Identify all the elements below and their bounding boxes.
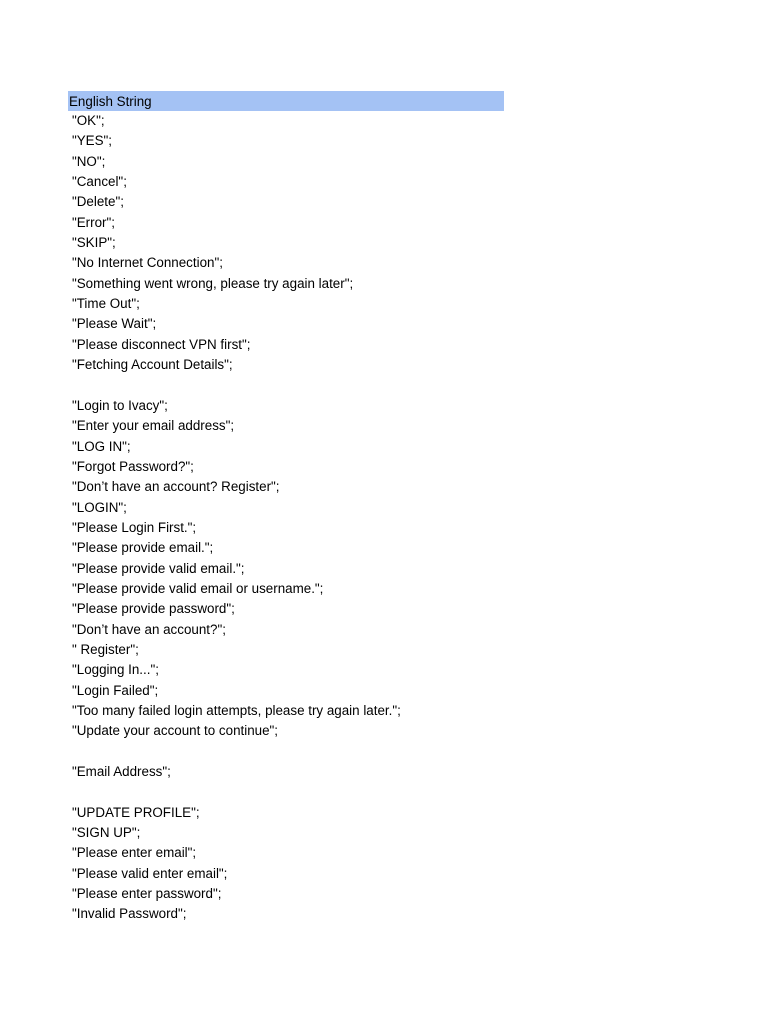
string-cell[interactable]: "Please enter email"; xyxy=(72,845,197,861)
string-cell[interactable]: "NO"; xyxy=(72,153,106,169)
string-cell[interactable]: "Don’t have an account? Register"; xyxy=(72,479,280,495)
string-cell[interactable]: "Invalid Password"; xyxy=(72,906,187,922)
column-header[interactable]: English String xyxy=(68,91,504,111)
string-cell[interactable]: "SKIP"; xyxy=(72,235,116,251)
string-cell[interactable]: "Please provide email."; xyxy=(72,540,214,556)
string-cell[interactable]: "OK"; xyxy=(72,113,105,128)
string-cell[interactable]: "Cancel"; xyxy=(72,174,127,190)
string-cell[interactable]: "Fetching Account Details"; xyxy=(72,357,233,373)
string-cell[interactable]: "Please disconnect VPN first"; xyxy=(72,336,251,352)
string-cell[interactable]: "Email Address"; xyxy=(72,764,171,779)
string-cell[interactable]: "YES"; xyxy=(72,133,113,149)
string-cell[interactable]: "Delete"; xyxy=(72,194,124,210)
string-cell[interactable]: "Please provide password"; xyxy=(72,601,235,617)
string-cell[interactable]: "Please Login First."; xyxy=(72,519,197,535)
string-cell[interactable]: "Don’t have an account?"; xyxy=(72,621,226,637)
string-cell[interactable]: "LOG IN"; xyxy=(72,438,131,454)
string-cell[interactable]: "Enter your email address"; xyxy=(72,418,235,434)
spreadsheet-column xyxy=(68,91,504,925)
string-cell[interactable]: "Error"; xyxy=(72,214,115,230)
string-cell[interactable]: "Time Out"; xyxy=(72,296,140,312)
string-cell[interactable]: "Update your account to continue"; xyxy=(72,723,279,739)
string-cell[interactable]: "Something went wrong, please try again later"; xyxy=(72,275,354,291)
string-cell[interactable]: "Login Failed"; xyxy=(72,682,159,698)
string-rows xyxy=(68,111,504,925)
string-cell[interactable] xyxy=(68,782,504,802)
string-cell[interactable]: "LOGIN"; xyxy=(72,499,127,515)
string-cell[interactable]: "Please valid enter email"; xyxy=(72,865,228,881)
string-cell[interactable] xyxy=(68,375,504,395)
string-cell[interactable]: "No Internet Connection"; xyxy=(72,255,223,271)
string-cell[interactable]: "Please provide valid email or username."; xyxy=(72,580,324,596)
string-cell[interactable]: "Logging In..."; xyxy=(72,662,159,678)
string-cell[interactable]: "UPDATE PROFILE"; xyxy=(72,804,200,820)
string-cell[interactable] xyxy=(68,742,504,762)
string-cell[interactable]: "Forgot Password?"; xyxy=(72,458,194,474)
string-cell[interactable]: "Login to Ivacy"; xyxy=(72,397,168,413)
string-cell[interactable]: "Please enter password"; xyxy=(72,886,222,902)
string-cell[interactable]: "Please Wait"; xyxy=(72,316,157,332)
string-cell[interactable]: " Register"; xyxy=(72,641,139,657)
string-cell[interactable]: "SIGN UP"; xyxy=(72,825,141,841)
string-cell[interactable]: "Please provide valid email."; xyxy=(72,560,245,576)
string-cell[interactable]: "Too many failed login attempts, please try again later."; xyxy=(72,702,401,718)
